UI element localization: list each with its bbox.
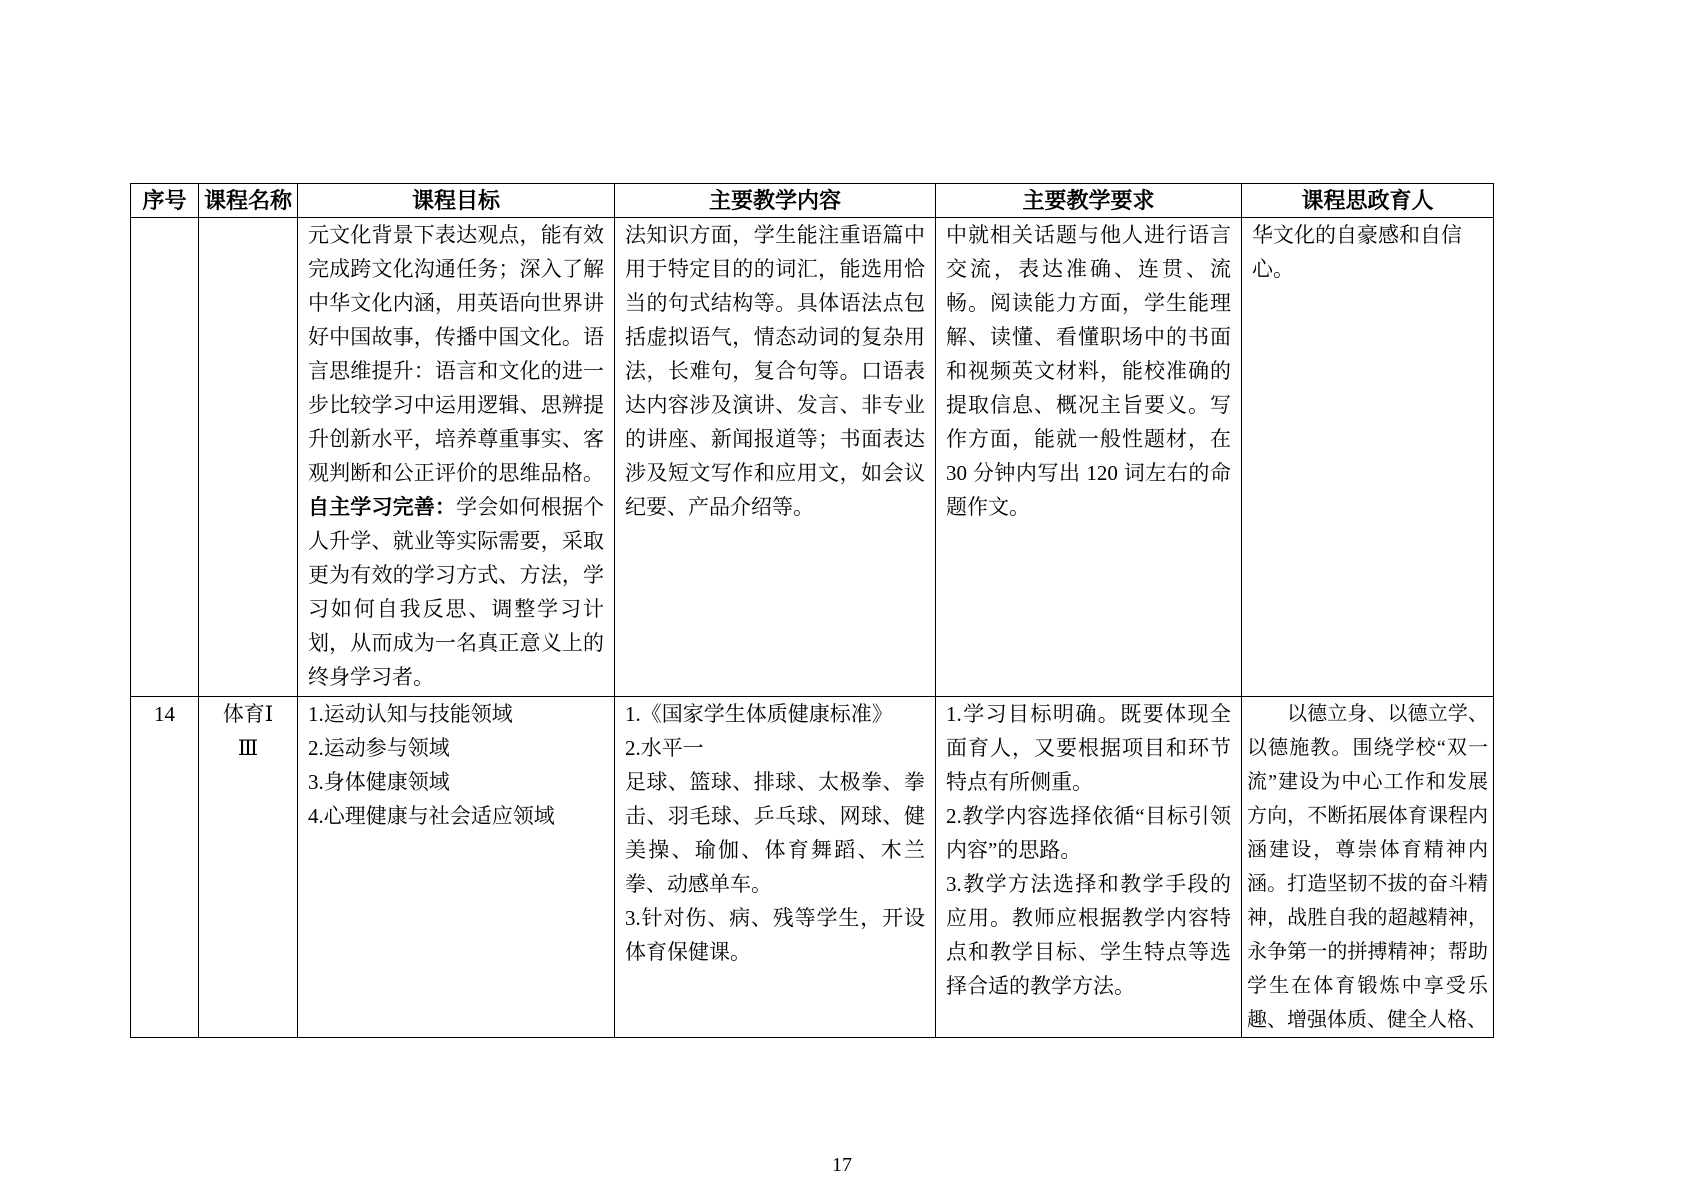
content-item: 2.水平一 [625, 736, 704, 760]
goal-item: 4.心理健康与社会适应领域 [308, 804, 555, 828]
cell-seq-empty [131, 218, 199, 697]
content-paragraph: 法知识方面，学生能注重语篇中用于特定目的的词汇，能选用恰当的句式结构等。具体语法点包括虚拟语气，情态动词的复杂用法，长难句，复合句等。口语表达内容涉及演讲、发言、非专业的讲座、新闻报道等；书面表达涉及短文写作和应用文，如会议纪要、产品介绍等。 [625, 223, 925, 519]
requirement-item: 2.教学内容选择依循“目标引领内容”的思路。 [946, 804, 1231, 862]
content-item: 1.《国家学生体质健康标准》 [625, 702, 893, 726]
page-number: 17 [832, 1154, 852, 1176]
requirement-item: 3.教学方法选择和教学手段的应用。教师应根据教学内容特点和教学目标、学生特点等选择合适的教学方法。 [946, 872, 1231, 998]
cell-goals-14 [298, 697, 615, 1038]
header-course-name: 课程名称 [199, 184, 298, 218]
table-row-continuation [131, 218, 1494, 697]
goals-paragraph [308, 218, 604, 694]
cell-requirements-continuation [936, 218, 1242, 697]
content-item: 足球、篮球、排球、太极拳、拳击、羽毛球、乒乓球、网球、健美操、瑜伽、体育舞蹈、木兰拳、动感单车。 [625, 770, 925, 896]
goal-item: 1.运动认知与技能领域 [308, 702, 513, 726]
cell-ideology-continuation [1242, 218, 1494, 697]
content-item: 3.针对伤、病、残等学生，开设体育保健课。 [625, 906, 925, 964]
table-row-14 [131, 697, 1494, 1038]
course-name-line1: 体育Ⅰ [222, 702, 274, 726]
cell-content-continuation [615, 218, 936, 697]
cell-goals-continuation [298, 218, 615, 697]
table-header-row [131, 184, 1494, 218]
ideology-paragraph-14: 以德立身、以德立学、以德施教。围绕学校“双一流”建设为中心工作和发展方向，不断拓展体育课程内涵建设，尊崇体育精神内涵。打造坚韧不拔的奋斗精神，战胜自我的超越精神，永争第一的拼搏精神；帮助学生在体育锻炼中享受乐趣、增强体质、健全人格、 [1247, 703, 1488, 1031]
header-teaching-requirements: 主要教学要求 [936, 184, 1242, 218]
cell-name-empty [199, 218, 298, 697]
ideology-paragraph: 华文化的自豪感和自信心。 [1252, 223, 1462, 281]
cell-ideology-14 [1242, 697, 1494, 1038]
course-syllabus-table [130, 183, 1494, 1038]
cell-course-name-14 [199, 697, 298, 1038]
header-seq: 序号 [131, 184, 199, 218]
header-ideology-education: 课程思政育人 [1242, 184, 1494, 218]
requirement-item: 1.学习目标明确。既要体现全面育人，又要根据项目和环节特点有所侧重。 [946, 702, 1231, 794]
goals-text-before: 元文化背景下表达观点，能有效完成跨文化沟通任务；深入了解中华文化内涵，用英语向世界讲好中国故事，传播中国文化。语言思维提升：语言和文化的进一步比较学习中运用逻辑、思辨提升创新水平，培养尊重事实、客观判断和公正评价的思维品格。 [308, 223, 604, 485]
goal-item: 3.身体健康领域 [308, 770, 450, 794]
goals-text-after: 学会如何根据个人升学、就业等实际需要，采取更为有效的学习方式、方法，学习如何自我反思、调整学习计划，从而成为一名真正意义上的终身学习者。 [308, 495, 605, 689]
goals-bold-lead: 自主学习完善： [308, 495, 457, 519]
header-course-goals: 课程目标 [298, 184, 615, 218]
cell-content-14 [615, 697, 936, 1038]
goal-item: 2.运动参与领域 [308, 736, 450, 760]
course-name-line2: Ⅲ [237, 736, 259, 760]
header-teaching-content: 主要教学内容 [615, 184, 936, 218]
requirements-paragraph: 中就相关话题与他人进行语言交流，表达准确、连贯、流畅。阅读能力方面，学生能理解、读懂、看懂职场中的书面和视频英文材料，能校准确的提取信息、概况主旨要义。写作方面，能就一般性题材，在 30 分钟内写出 120 词左右的命题作文。 [946, 223, 1231, 519]
cell-seq-14: 14 [131, 697, 199, 1038]
cell-requirements-14 [936, 697, 1242, 1038]
